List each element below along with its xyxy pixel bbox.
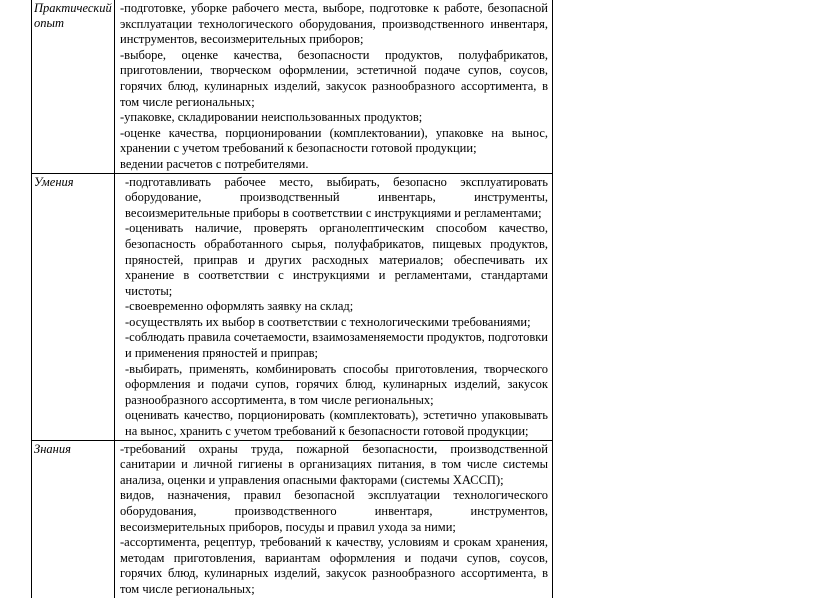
list-item: -требований охраны труда, пожарной безопасности, производственной санитарии и личной гигиены в организациях питания, в том числе системы анализа, оценки и управления опасными факторами (системы ХАССП); <box>120 441 548 487</box>
table-row-skills <box>32 173 553 440</box>
row-label: Практический опыт <box>32 0 115 173</box>
list-item: -соблюдать правила сочетаемости, взаимозаменяемости продуктов, подготовки и применения пряностей и приправ; <box>125 330 548 361</box>
row-content <box>115 440 553 597</box>
list-item: -своевременно оформлять заявку на склад; <box>125 299 354 314</box>
row-label: Умения <box>32 173 115 440</box>
list-item: -подготавливать рабочее место, выбирать, безопасно эксплуатировать оборудование, производственный инвентарь, инструменты, весоизмерительные приборы в соответствии с инструкциями и регламентами; <box>125 174 548 220</box>
list-item: видов, назначения, правил безопасной эксплуатации технологического оборудования, производственного инвентаря, инструментов, весоизмерительных приборов, посуды и правил ухода за ними; <box>120 488 548 534</box>
list-item: -подготовке, уборке рабочего места, выборе, подготовке к работе, безопасной эксплуатации технологического оборудования, производственного инвентаря, инструментов, весоизмерительных приборов; <box>120 1 548 47</box>
table-row-knowledge <box>32 440 553 597</box>
list-item: оценивать качество, порционировать (комплектовать), эстетично упаковывать на вынос, хранить с учетом требований к безопасности готовой продукции; <box>125 408 548 439</box>
row-content <box>115 173 553 440</box>
competency-table <box>31 0 553 598</box>
row-label: Знания <box>32 440 115 597</box>
list-item: -оценке качества, порционировании (комплектовании), упаковке на вынос, хранении с учетом требований к безопасности готовой продукции; <box>120 125 548 156</box>
list-item: -упаковке, складировании неиспользованных продуктов; <box>120 110 423 125</box>
list-item: -оценивать наличие, проверять органолептическим способом качество, безопасность обработанного сырья, полуфабрикатов, пищевых продуктов, пряностей, приправ и других расходных материалов; обеспечивать их хранение в соответствии с инструкциями и регламентами, стандартами чистоты; <box>125 221 548 298</box>
list-item: -осуществлять их выбор в соответствии с технологическими требованиями; <box>125 314 531 329</box>
list-item: -ассортимента, рецептур, требований к качеству, условиям и срокам хранения, методам приготовления, вариантам оформления и подачи супов, соусов, горячих блюд, кулинарных изделий, закусок разнообразного ассортимента, в том числе региональных; <box>120 535 548 596</box>
list-item: -выбирать, применять, комбинировать способы приготовления, творческого оформления и подачи супов, горячих блюд, кулинарных изделий, закусок разнообразного ассортимента, в том числе региональных; <box>125 361 548 407</box>
table-row-practical-experience <box>32 0 553 173</box>
list-item: -выборе, оценке качества, безопасности продуктов, полуфабрикатов, приготовлении, творческом оформлении, эстетичной подаче супов, соусов, горячих блюд, кулинарных изделий, закусок разнообразного ассортимента, в том числе региональных; <box>120 47 548 109</box>
list-item: ведении расчетов с потребителями. <box>120 156 309 171</box>
row-content <box>115 0 553 173</box>
